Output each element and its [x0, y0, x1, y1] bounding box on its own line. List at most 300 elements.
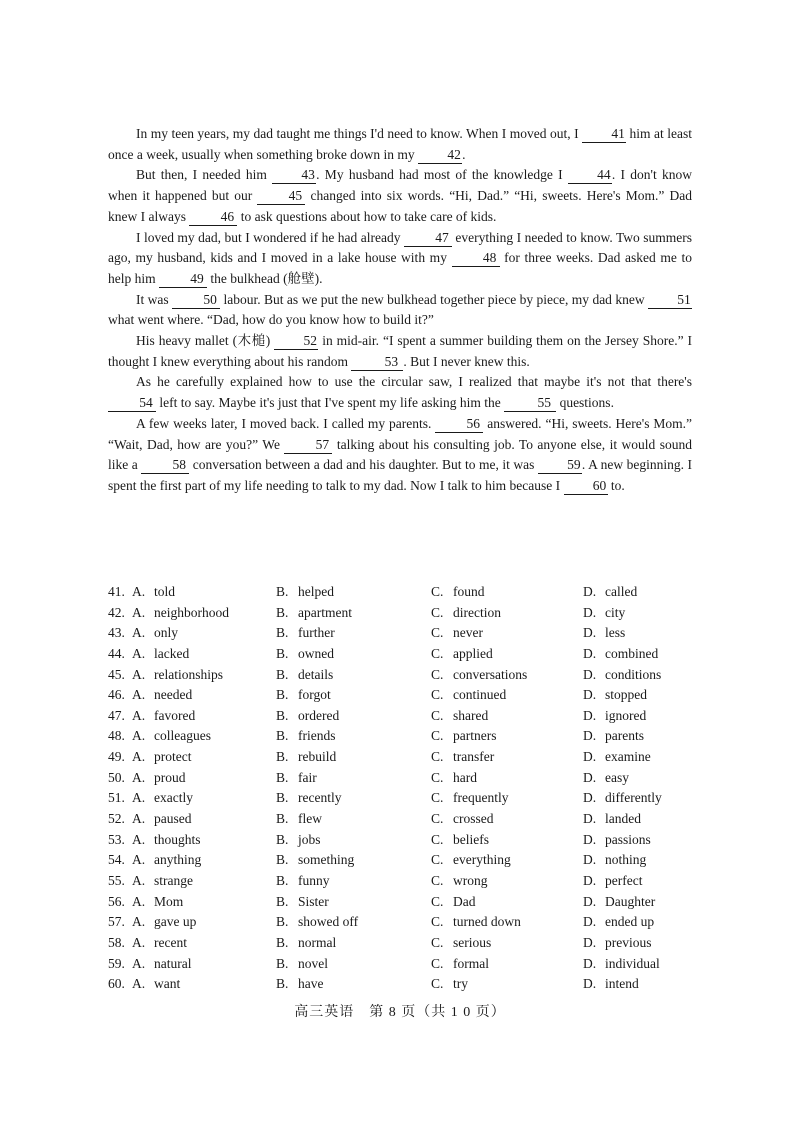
- option-b: [276, 933, 431, 954]
- option-c: [431, 623, 583, 644]
- option-d: [583, 623, 703, 644]
- option-letter: B.: [276, 584, 289, 599]
- option-text: frequently: [453, 790, 509, 806]
- question-number: 57.: [108, 914, 125, 930]
- question-number: 45.: [108, 666, 125, 682]
- option-letter: A.: [132, 852, 146, 868]
- question-number: 44.: [108, 645, 125, 661]
- option-d: [583, 954, 703, 975]
- option-text: paused: [154, 811, 192, 827]
- option-row: [108, 768, 708, 789]
- option-letter: B.: [276, 728, 289, 744]
- option-letter: D.: [583, 584, 597, 599]
- option-letter: D.: [583, 728, 597, 744]
- option-a: [108, 623, 276, 644]
- option-letter: C.: [431, 687, 444, 703]
- option-letter: D.: [583, 976, 597, 992]
- option-c: [431, 665, 583, 686]
- option-letter: B.: [276, 625, 289, 641]
- blank-49: 49: [159, 271, 207, 288]
- option-letter: D.: [583, 852, 597, 868]
- option-c: [431, 644, 583, 665]
- option-letter: B.: [276, 893, 289, 909]
- option-letter: A.: [132, 687, 146, 703]
- option-letter: A.: [132, 749, 146, 765]
- option-c: [431, 933, 583, 954]
- option-d: [583, 582, 703, 603]
- option-b: [276, 954, 431, 975]
- text: . My husband had most of the knowledge I: [316, 167, 568, 183]
- option-letter: A.: [132, 728, 146, 744]
- text: the bulkhead (舱壁).: [207, 270, 323, 286]
- option-text: continued: [453, 687, 507, 703]
- option-text: ended up: [605, 914, 655, 930]
- option-letter: C.: [431, 934, 444, 950]
- option-letter: C.: [431, 749, 444, 765]
- option-text: landed: [605, 811, 641, 827]
- option-c: [431, 830, 583, 851]
- option-letter: B.: [276, 934, 289, 950]
- option-text: something: [298, 852, 355, 868]
- option-text: flew: [298, 811, 322, 827]
- blank-50: 50: [172, 292, 220, 309]
- option-text: previous: [605, 934, 652, 950]
- option-letter: C.: [431, 852, 444, 868]
- option-letter: C.: [431, 955, 444, 971]
- option-a: [108, 768, 276, 789]
- option-text: passions: [605, 831, 651, 847]
- option-letter: C.: [431, 666, 444, 682]
- option-letter: A.: [132, 625, 146, 641]
- text: changed into six words. “Hi, Dad.” “Hi, sweets. Here's Mom.” Dad knew I always: [108, 188, 693, 224]
- text: In my teen years, my dad taught me things I'd need to know. When I moved out, I: [136, 126, 583, 141]
- option-row: [108, 665, 708, 686]
- option-letter: C.: [431, 831, 444, 847]
- option-letter: C.: [431, 645, 444, 661]
- text: questions.: [556, 395, 614, 411]
- option-b: [276, 706, 431, 727]
- option-letter: C.: [431, 625, 444, 641]
- option-a: [108, 726, 276, 747]
- blank-45: 45: [257, 188, 305, 205]
- option-text: funny: [298, 872, 330, 888]
- option-letter: A.: [132, 790, 146, 806]
- blank-55: 55: [504, 395, 556, 412]
- option-text: never: [453, 625, 483, 641]
- option-letter: B.: [276, 687, 289, 703]
- option-a: [108, 954, 276, 975]
- option-letter: C.: [431, 769, 444, 785]
- option-letter: D.: [583, 707, 597, 723]
- option-row: [108, 871, 708, 892]
- option-row: [108, 788, 708, 809]
- option-letter: B.: [276, 852, 289, 868]
- option-b: [276, 809, 431, 830]
- option-letter: B.: [276, 645, 289, 661]
- option-text: relationships: [154, 666, 223, 682]
- text: in mid-air. “I spent a summer building them on the Jersey Shore.” I thought I knew everything about his random: [108, 333, 693, 369]
- option-letter: B.: [276, 604, 289, 620]
- option-b: [276, 685, 431, 706]
- option-letter: A.: [132, 604, 146, 620]
- option-letter: A.: [132, 666, 146, 682]
- option-c: [431, 954, 583, 975]
- option-text: apartment: [298, 604, 352, 620]
- blank-60: 60: [564, 478, 608, 495]
- option-text: nothing: [605, 852, 647, 868]
- cloze-passage: [108, 124, 692, 497]
- option-text: friends: [298, 728, 336, 744]
- option-text: Sister: [298, 893, 329, 909]
- text: . But I never knew this.: [403, 353, 530, 369]
- option-text: thoughts: [154, 831, 201, 847]
- option-text: ignored: [605, 707, 647, 723]
- option-b: [276, 644, 431, 665]
- option-b: [276, 603, 431, 624]
- option-text: less: [605, 625, 626, 641]
- option-text: told: [154, 584, 176, 599]
- option-d: [583, 603, 703, 624]
- blank-43: 43: [272, 167, 316, 184]
- option-d: [583, 788, 703, 809]
- option-letter: B.: [276, 707, 289, 723]
- option-letter: D.: [583, 831, 597, 847]
- option-row: [108, 850, 708, 871]
- paragraph-5: [108, 331, 692, 372]
- blank-51: 51: [648, 292, 692, 309]
- option-text: needed: [154, 687, 193, 703]
- option-text: city: [605, 604, 626, 620]
- option-letter: A.: [132, 645, 146, 661]
- question-number: 56.: [108, 893, 125, 909]
- option-letter: D.: [583, 790, 597, 806]
- option-c: [431, 747, 583, 768]
- blank-58: 58: [141, 457, 189, 474]
- option-letter: A.: [132, 831, 146, 847]
- option-text: everything: [453, 852, 511, 868]
- option-letter: D.: [583, 625, 597, 641]
- option-letter: C.: [431, 811, 444, 827]
- blank-48: 48: [452, 250, 500, 267]
- option-text: Dad: [453, 893, 476, 909]
- option-letter: D.: [583, 955, 597, 971]
- option-c: [431, 685, 583, 706]
- option-text: forgot: [298, 687, 331, 703]
- option-text: easy: [605, 769, 629, 785]
- option-letter: B.: [276, 976, 289, 992]
- blank-53: 53: [351, 354, 403, 371]
- option-d: [583, 912, 703, 933]
- option-b: [276, 768, 431, 789]
- option-letter: C.: [431, 893, 444, 909]
- option-text: have: [298, 976, 324, 992]
- option-c: [431, 726, 583, 747]
- text: I loved my dad, but I wondered if he had already: [136, 229, 404, 245]
- option-text: rebuild: [298, 749, 337, 765]
- option-letter: A.: [132, 811, 146, 827]
- option-text: helped: [298, 584, 334, 599]
- question-number: 52.: [108, 811, 125, 827]
- option-letter: B.: [276, 666, 289, 682]
- option-b: [276, 623, 431, 644]
- option-letter: D.: [583, 604, 597, 620]
- option-b: [276, 788, 431, 809]
- option-a: [108, 871, 276, 892]
- option-text: turned down: [453, 914, 521, 930]
- option-row: [108, 912, 708, 933]
- question-number: 48.: [108, 728, 125, 744]
- option-text: parents: [605, 728, 644, 744]
- blank-56: 56: [435, 416, 483, 433]
- text: everything I needed to know. Two summers ago, my husband, kids and I moved in a lake house with my: [108, 229, 692, 266]
- option-text: individual: [605, 955, 660, 971]
- option-a: [108, 685, 276, 706]
- option-text: called: [605, 584, 638, 599]
- option-a: [108, 933, 276, 954]
- option-letter: B.: [276, 872, 289, 888]
- option-text: owned: [298, 645, 334, 661]
- option-text: combined: [605, 645, 659, 661]
- option-letter: C.: [431, 728, 444, 744]
- text: .: [462, 146, 466, 162]
- option-text: protect: [154, 749, 192, 765]
- answer-options-list: [108, 582, 708, 995]
- option-text: only: [154, 625, 179, 641]
- option-c: [431, 582, 583, 603]
- option-row: [108, 954, 708, 975]
- option-a: [108, 912, 276, 933]
- option-letter: D.: [583, 872, 597, 888]
- option-letter: C.: [431, 584, 444, 599]
- option-letter: D.: [583, 749, 597, 765]
- text: left to say. Maybe it's just that I've spent my life asking him the: [156, 395, 505, 411]
- option-row: [108, 974, 708, 995]
- question-number: 55.: [108, 872, 125, 888]
- text: to ask questions about how to take care of kids.: [237, 208, 497, 224]
- option-letter: A.: [132, 914, 146, 930]
- question-number: 42.: [108, 604, 125, 620]
- option-d: [583, 644, 703, 665]
- option-c: [431, 603, 583, 624]
- option-text: Daughter: [605, 893, 656, 909]
- option-text: partners: [453, 728, 497, 744]
- blank-41: 41: [582, 126, 626, 143]
- option-text: serious: [453, 934, 492, 950]
- option-a: [108, 974, 276, 995]
- option-row: [108, 747, 708, 768]
- question-number: 60.: [108, 976, 125, 992]
- text: A few weeks later, I moved back. I called my parents.: [136, 415, 436, 431]
- text: . A new beginning. I spent the first part of my life needing to talk to my dad. Now I talk to him because I: [108, 457, 692, 493]
- option-text: want: [154, 976, 181, 992]
- option-row: [108, 685, 708, 706]
- option-letter: D.: [583, 769, 597, 785]
- option-letter: D.: [583, 687, 597, 703]
- option-d: [583, 892, 703, 913]
- text: answered. “Hi, sweets. Here's Mom.” “Wait, Dad, how are you?” We: [108, 415, 692, 452]
- option-letter: C.: [431, 707, 444, 723]
- question-number: 49.: [108, 749, 125, 765]
- option-row: [108, 830, 708, 851]
- option-letter: A.: [132, 769, 146, 785]
- text: what went where. “Dad, how do you know how to build it?”: [108, 312, 434, 328]
- option-text: formal: [453, 955, 489, 971]
- option-text: proud: [154, 769, 186, 785]
- option-c: [431, 809, 583, 830]
- option-c: [431, 788, 583, 809]
- option-letter: B.: [276, 790, 289, 806]
- option-letter: D.: [583, 914, 597, 930]
- option-d: [583, 871, 703, 892]
- option-text: lacked: [154, 645, 190, 661]
- option-text: exactly: [154, 790, 193, 806]
- option-d: [583, 830, 703, 851]
- option-d: [583, 726, 703, 747]
- option-d: [583, 685, 703, 706]
- option-b: [276, 726, 431, 747]
- option-c: [431, 871, 583, 892]
- option-text: differently: [605, 790, 662, 806]
- option-c: [431, 974, 583, 995]
- option-text: Mom: [154, 893, 184, 909]
- blank-46: 46: [189, 209, 237, 226]
- option-row: [108, 582, 708, 603]
- option-c: [431, 912, 583, 933]
- option-letter: D.: [583, 934, 597, 950]
- text: talking about his consulting job. To anyone else, it would sound like a: [108, 436, 692, 473]
- option-text: favored: [154, 707, 196, 723]
- option-letter: D.: [583, 893, 597, 909]
- option-text: natural: [154, 955, 192, 971]
- option-letter: C.: [431, 790, 444, 806]
- question-number: 46.: [108, 687, 125, 703]
- option-a: [108, 788, 276, 809]
- option-text: recently: [298, 790, 342, 806]
- option-a: [108, 603, 276, 624]
- option-a: [108, 850, 276, 871]
- option-d: [583, 665, 703, 686]
- option-letter: A.: [132, 584, 146, 599]
- paragraph-2: [108, 165, 692, 227]
- option-a: [108, 665, 276, 686]
- text: for three weeks. Dad asked me to help him: [108, 250, 692, 286]
- option-d: [583, 706, 703, 727]
- page-footer: 高三英语 第 8 页（共 1 0 页）: [294, 1005, 506, 1020]
- option-text: jobs: [298, 831, 321, 847]
- text: him at least once a week, usually when something broke down in my: [108, 126, 692, 162]
- option-a: [108, 747, 276, 768]
- option-letter: C.: [431, 604, 444, 620]
- option-text: transfer: [453, 749, 495, 765]
- option-d: [583, 850, 703, 871]
- option-text: examine: [605, 749, 651, 765]
- option-row: [108, 706, 708, 727]
- option-text: beliefs: [453, 831, 489, 847]
- option-b: [276, 871, 431, 892]
- option-text: further: [298, 625, 335, 641]
- option-row: [108, 809, 708, 830]
- paragraph-6: [108, 372, 692, 413]
- option-text: recent: [154, 934, 187, 950]
- option-letter: B.: [276, 769, 289, 785]
- option-letter: B.: [276, 811, 289, 827]
- text: But then, I needed him: [136, 167, 273, 183]
- option-text: fair: [298, 769, 317, 785]
- option-text: anything: [154, 852, 202, 868]
- option-d: [583, 933, 703, 954]
- blank-57: 57: [284, 437, 332, 454]
- option-text: applied: [453, 645, 493, 661]
- option-c: [431, 706, 583, 727]
- option-text: stopped: [605, 687, 647, 703]
- option-d: [583, 809, 703, 830]
- option-letter: D.: [583, 645, 597, 661]
- option-text: ordered: [298, 707, 340, 723]
- option-a: [108, 644, 276, 665]
- option-b: [276, 665, 431, 686]
- blank-52: 52: [274, 333, 318, 350]
- option-row: [108, 726, 708, 747]
- option-row: [108, 603, 708, 624]
- paragraph-7: [108, 414, 692, 497]
- option-text: found: [453, 584, 485, 599]
- question-number: 53.: [108, 831, 125, 847]
- option-row: [108, 623, 708, 644]
- option-letter: A.: [132, 955, 146, 971]
- option-b: [276, 830, 431, 851]
- option-letter: A.: [132, 872, 146, 888]
- paragraph-1: [108, 124, 692, 165]
- option-text: showed off: [298, 914, 359, 930]
- option-text: intend: [605, 976, 639, 992]
- option-letter: B.: [276, 749, 289, 765]
- question-number: 41.: [108, 584, 125, 599]
- option-text: strange: [154, 872, 193, 888]
- option-text: conversations: [453, 666, 528, 682]
- option-letter: B.: [276, 955, 289, 971]
- option-letter: A.: [132, 976, 146, 992]
- option-text: neighborhood: [154, 604, 229, 620]
- question-number: 58.: [108, 934, 125, 950]
- option-text: gave up: [154, 914, 197, 930]
- question-number: 47.: [108, 707, 125, 723]
- option-a: [108, 892, 276, 913]
- option-b: [276, 912, 431, 933]
- option-letter: A.: [132, 934, 146, 950]
- blank-54: 54: [108, 395, 156, 412]
- option-letter: D.: [583, 811, 597, 827]
- option-text: wrong: [453, 872, 488, 888]
- option-a: [108, 809, 276, 830]
- option-a: [108, 706, 276, 727]
- text: conversation between a dad and his daughter. But to me, it was: [189, 457, 538, 473]
- option-b: [276, 892, 431, 913]
- option-a: [108, 830, 276, 851]
- question-number: 50.: [108, 769, 125, 785]
- option-letter: B.: [276, 914, 289, 930]
- option-c: [431, 768, 583, 789]
- option-c: [431, 892, 583, 913]
- option-text: colleagues: [154, 728, 211, 744]
- paragraph-4: [108, 290, 692, 331]
- blank-42: 42: [418, 147, 462, 164]
- text: As he carefully explained how to use the circular saw, I realized that maybe it's not that there's: [136, 374, 692, 390]
- option-text: novel: [298, 955, 328, 971]
- option-letter: D.: [583, 666, 597, 682]
- question-number: 59.: [108, 955, 125, 971]
- option-text: perfect: [605, 872, 643, 888]
- option-letter: C.: [431, 872, 444, 888]
